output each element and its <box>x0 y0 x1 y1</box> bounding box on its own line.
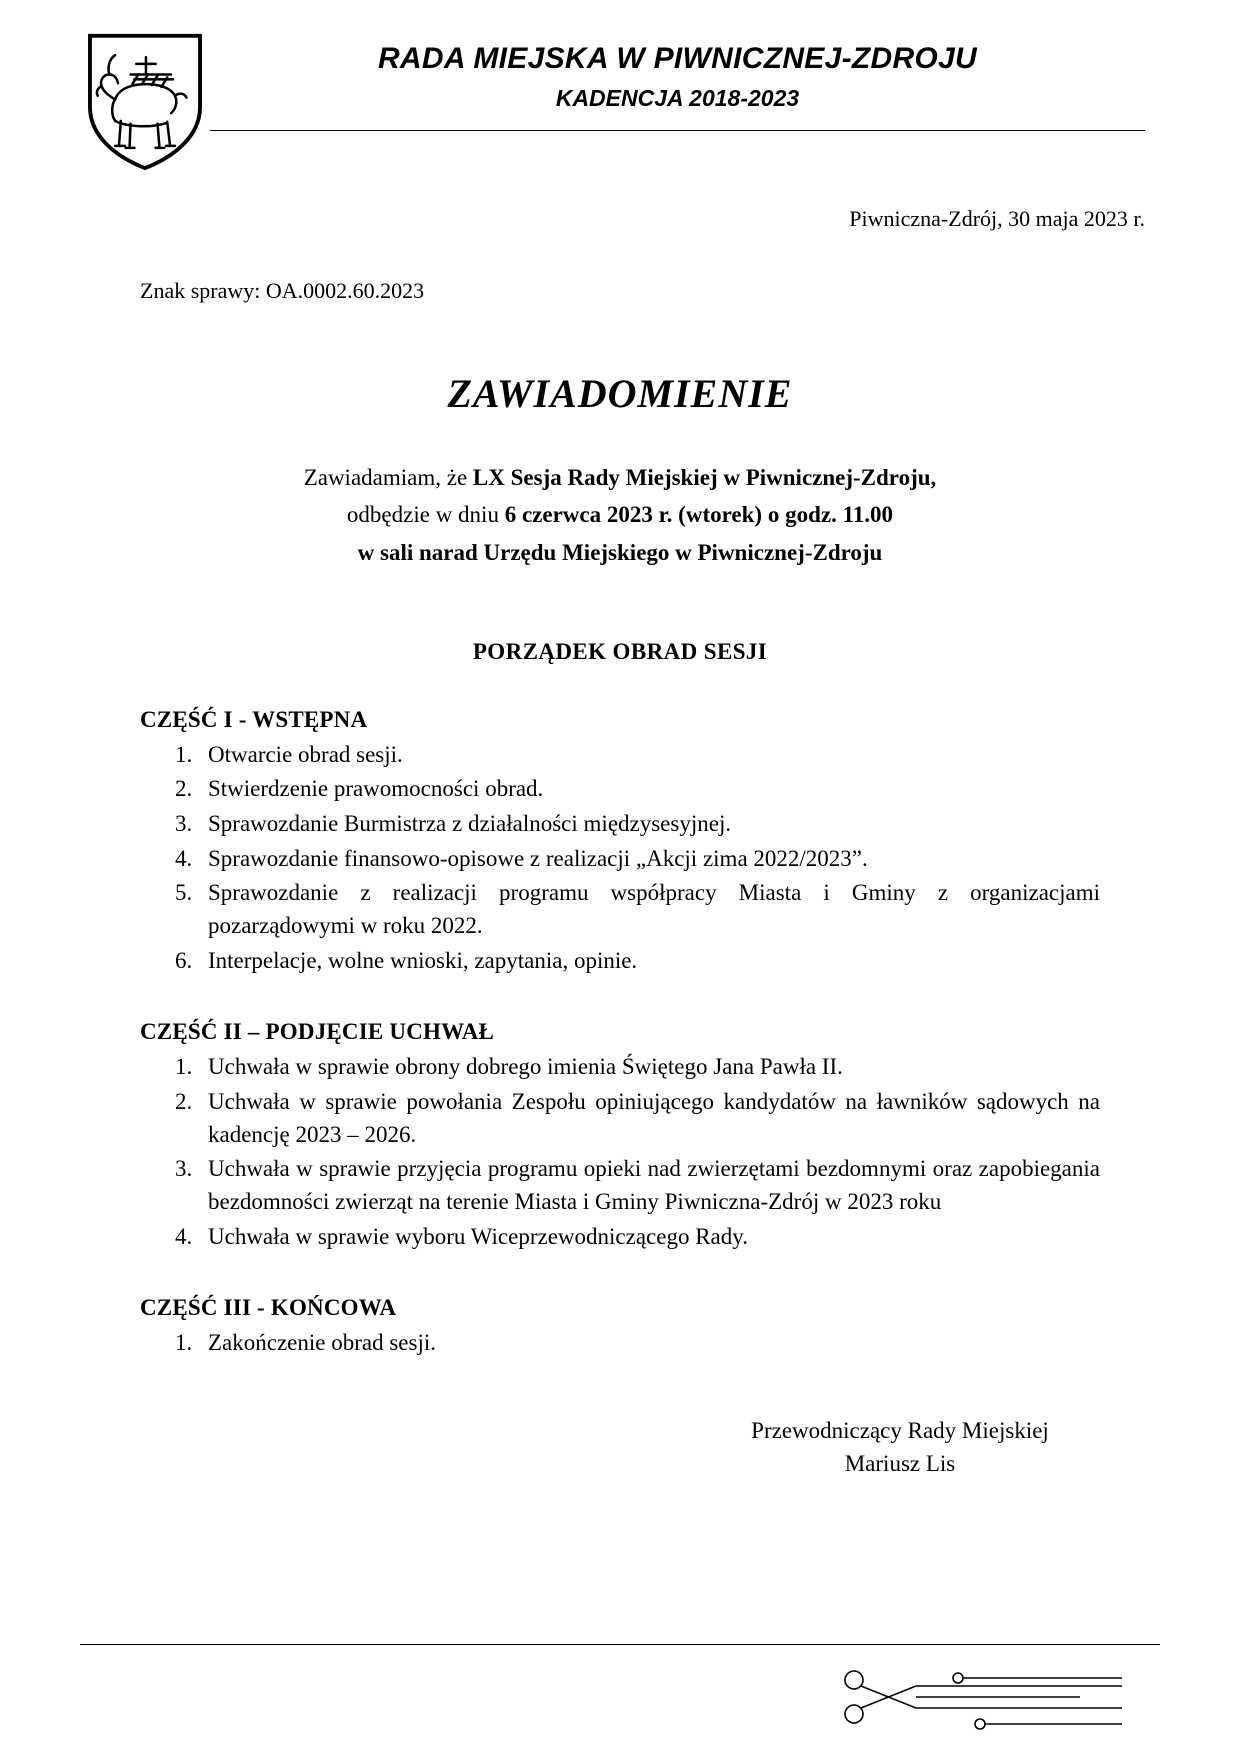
term-subtitle: KADENCJA 2018-2023 <box>555 84 800 111</box>
page-title: ZAWIADOMIENIE <box>447 371 793 416</box>
agenda-sections <box>0 707 1240 1360</box>
signature-block <box>0 1414 1240 1481</box>
list-item: 4. Uchwała w sprawie wyboru Wiceprzewodniczącego Rady. <box>198 1221 1100 1254</box>
document-header <box>0 0 1240 172</box>
section-title-part-1: CZĘŚĆ I - WSTĘPNA <box>140 706 368 732</box>
list-item: 5. Sprawozdanie z realizacji programu współpracy Miasta i Gminy z organizacjami pozarządowymi w roku 2022. <box>198 877 1100 942</box>
coat-of-arms-icon <box>80 28 210 172</box>
place-and-date: Piwniczna-Zdrój, 30 maja 2023 r. <box>849 206 1145 231</box>
lead-line-2-plain: odbędzie w dniu <box>346 502 505 528</box>
section-items-part-3 <box>140 1327 1100 1360</box>
list-item: 3. Sprawozdanie Burmistrza z działalności międzysesyjnej. <box>198 808 1100 841</box>
header-text-block <box>210 28 1145 131</box>
section-items-part-2 <box>140 1051 1100 1253</box>
announcement-lead <box>0 459 1240 571</box>
signature-name: Mariusz Lis <box>844 1451 956 1477</box>
organization-title: RADA MIEJSKA W PIWNICZNEJ-ZDROJU <box>377 42 978 75</box>
list-item: 1. Zakończenie obrad sesji. <box>198 1327 1100 1360</box>
list-item: 2. Uchwała w sprawie powołania Zespołu opiniującego kandydatów na ławników sądowych na kadencję 2023 – 2026. <box>198 1086 1100 1151</box>
list-item: 1. Uchwała w sprawie obrony dobrego imienia Świętego Jana Pawła II. <box>198 1051 1100 1084</box>
list-item: 6. Interpelacje, wolne wnioski, zapytania, opinie. <box>198 945 1100 978</box>
section-title-part-2: CZĘŚĆ II – PODJĘCIE UCHWAŁ <box>140 1019 495 1045</box>
case-reference: Znak sprawy: OA.0002.60.2023 <box>140 278 425 303</box>
list-item: 3. Uchwała w sprawie przyjęcia programu opieki nad zwierzętami bezdomnymi oraz zapobiegania bezdomności zwierząt na terenie Miasta i Gminy Piwniczna-Zdrój w 2023 roku <box>198 1153 1100 1218</box>
list-item: 4. Sprawozdanie finansowo-opisowe z realizacji „Akcji zima 2022/2023”. <box>198 843 1100 876</box>
section-items-part-1 <box>140 739 1100 978</box>
signature-role: Przewodniczący Rady Miejskiej <box>751 1417 1049 1443</box>
decorative-scissors-line-icon <box>830 1652 1130 1742</box>
list-item: 2. Stwierdzenie prawomocności obrad. <box>198 773 1100 806</box>
agenda-heading: PORZĄDEK OBRAD SESJI <box>472 638 768 664</box>
footer-divider <box>80 1644 1160 1645</box>
lead-line-3-bold: w sali narad Urzędu Miejskiego w Piwnicznej-Zdroju <box>357 539 883 565</box>
lead-line-1-plain: Zawiadamiam, że <box>303 465 473 490</box>
section-title-part-3: CZĘŚĆ III - KOŃCOWA <box>140 1295 397 1321</box>
header-divider <box>210 130 1145 131</box>
list-item: 1. Otwarcie obrad sesji. <box>198 739 1100 772</box>
lead-line-2-bold: 6 czerwca 2023 r. (wtorek) o godz. 11.00 <box>504 502 894 528</box>
lead-line-1-bold: LX Sesja Rady Miejskiej w Piwnicznej-Zdroju, <box>472 465 937 490</box>
